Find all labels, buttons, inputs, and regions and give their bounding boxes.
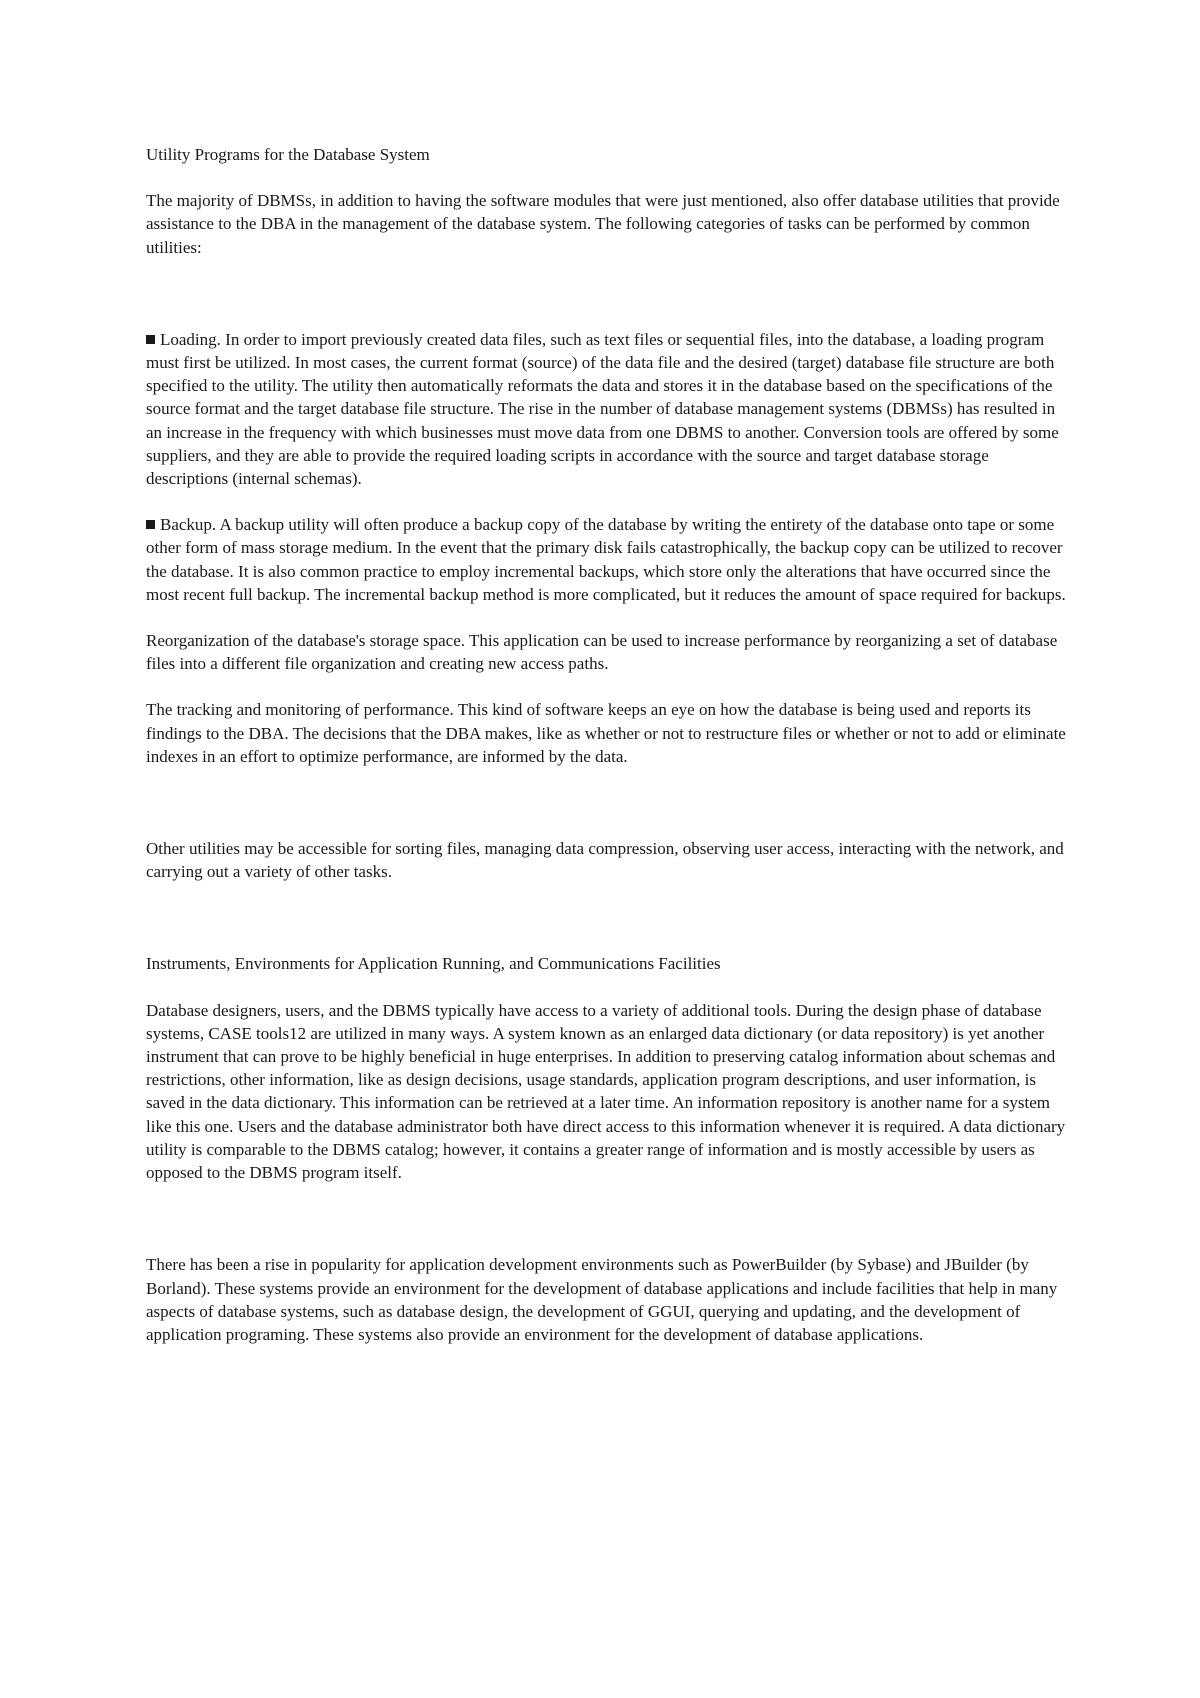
intro-paragraph: The majority of DBMSs, in addition to having the software modules that were just mentioned, also offer database utilities that provide assistance to the DBA in the management of the database system. The following categories of tasks can be performed by common utilities: — [146, 191, 1060, 257]
reorganization-paragraph: Reorganization of the database's storage space. This application can be used to increase performance by reorganizing a set of database files into a different file organization and creating new access paths. — [146, 631, 1058, 674]
performance-paragraph: The tracking and monitoring of performance. This kind of software keeps an eye on how the database is being used and reports its findings to the DBA. The decisions that the DBA makes, like as whether or not to restructure files or whether or not to add or eliminate indexes in an effort to optimize performance, are informed by the data. — [146, 700, 1066, 766]
loading-paragraph — [146, 328, 1066, 490]
backup-paragraph — [146, 513, 1066, 606]
backup-text: Backup. A backup utility will often produce a backup copy of the database by writing the entirety of the database onto tape or some other form of mass storage medium. In the event that the primary disk fails catastrophically, the backup copy can be utilized to recover the database. It is also common practice to employ incremental backups, which store only the alterations that have occurred since the most recent full backup. The incremental backup method is more complicated, but it reduces the amount of space required for backups. — [146, 515, 1066, 604]
loading-text: Loading. In order to import previously created data files, such as text files or sequential files, into the database, a loading program must first be utilized. In most cases, the current format (source) of the data file and the desired (target) database file structure are both specified to the utility. The utility then automatically reformats the data and stores it in the database based on the specifications of the source format and the target database file structure. The rise in the number of database management systems (DBMSs) has resulted in an increase in the frequency with which businesses must move data from one DBMS to another. Conversion tools are offered by some suppliers, and they are able to provide the required loading scripts in accordance with the source and target database storage descriptions (internal schemas). — [146, 329, 1059, 489]
square-bullet-icon — [146, 335, 155, 344]
section-heading-utilities: Utility Programs for the Database System — [146, 145, 430, 164]
app-dev-paragraph: There has been a rise in popularity for application development environments such as PowerBuilder (by Sybase) and JBuilder (by Borland). These systems provide an environment for the development of database applications and include facilities that help in many aspects of database systems, such as database design, the development of GGUI, querying and updating, and the development of application programing. These systems also provide an environment for the development of database applications. — [146, 1255, 1058, 1344]
square-bullet-icon — [146, 520, 155, 529]
section-heading-instruments: Instruments, Environments for Application Running, and Communications Facilities — [146, 954, 721, 974]
tools-paragraph: Database designers, users, and the DBMS typically have access to a variety of additional tools. During the design phase of database systems, CASE tools12 are utilized in many ways. A system known as an enlarged data dictionary (or data repository) is yet another instrument that can prove to be highly beneficial in huge enterprises. In addition to preserving catalog information about schemas and restrictions, other information, like as design decisions, usage standards, application program descriptions, and user information, is saved in the data dictionary. This information can be retrieved at a later time. An information repository is another name for a system like this one. Users and the database administrator both have direct access to this information whenever it is required. A data dictionary utility is comparable to the DBMS catalog; however, it contains a greater range of information and is mostly accessible by users as opposed to the DBMS program itself. — [146, 1000, 1066, 1183]
document-page — [146, 143, 1066, 1346]
other-utilities-paragraph: Other utilities may be accessible for sorting files, managing data compression, observing user access, interacting with the network, and carrying out a variety of other tasks. — [146, 839, 1064, 882]
